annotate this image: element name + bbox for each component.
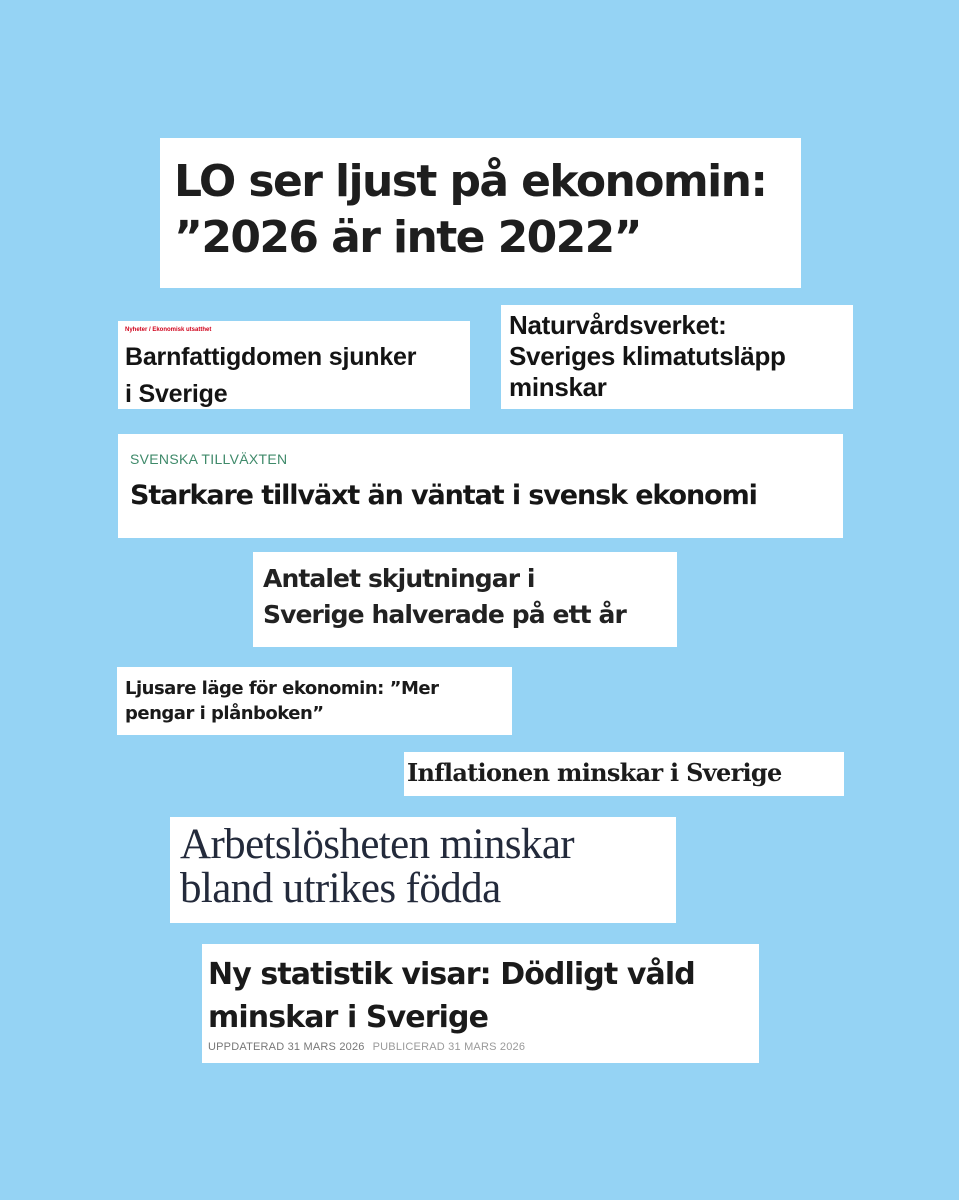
published-date: PUBLICERAD 31 MARS 2026: [372, 1041, 526, 1053]
headline-line: bland utrikes födda: [180, 865, 501, 912]
headline-line: Ljusare läge för ekonomin: ”Mer: [125, 678, 439, 699]
headline-line: i Sverige: [125, 380, 228, 408]
headline-line: Barnfattigdomen sjunker: [125, 343, 417, 371]
headline-line: ”2026 är inte 2022”: [174, 212, 641, 263]
headline-line: Sverige halverade på ett år: [263, 600, 626, 629]
headline-clipping-shootings: [253, 552, 677, 647]
article-dates: [208, 1040, 759, 1054]
headline-clipping-lo-economy: [160, 138, 801, 288]
headline-line: Starkare tillväxt än väntat i svensk ekonomi: [130, 480, 757, 511]
headline-line: Arbetslösheten minskar: [180, 821, 575, 868]
section-kicker: SVENSKA TILLVÄXTEN: [130, 451, 288, 467]
headline-clipping-climate-emissions: [501, 305, 853, 409]
headline-clipping-inflation: [404, 752, 844, 796]
updated-date: UPPDATERAD 31 MARS 2026: [208, 1041, 365, 1053]
headline-clipping-economic-growth: [118, 434, 843, 538]
headline-clipping-lethal-violence: [202, 944, 759, 1063]
headline-line: Inflationen minskar i Sverige: [407, 758, 782, 787]
headline-line: minskar: [509, 372, 607, 402]
headline-line: minskar i Sverige: [208, 1000, 489, 1035]
headline-line: Antalet skjutningar i: [263, 564, 535, 593]
headline-line: Ny statistik visar: Dödligt våld: [208, 957, 695, 992]
headline-clipping-unemployment: [170, 817, 676, 923]
headline-clipping-brighter-economy: [117, 667, 512, 735]
headline-clipping-child-poverty: [118, 321, 470, 409]
headline-line: Naturvårdsverket:: [509, 310, 727, 340]
breadcrumb: Nyheter / Ekonomisk utsatthet: [125, 327, 212, 333]
headline-line: Sveriges klimatutsläpp: [509, 341, 786, 371]
headline-line: LO ser ljust på ekonomin:: [174, 156, 767, 207]
headline-line: pengar i plånboken”: [125, 703, 324, 724]
